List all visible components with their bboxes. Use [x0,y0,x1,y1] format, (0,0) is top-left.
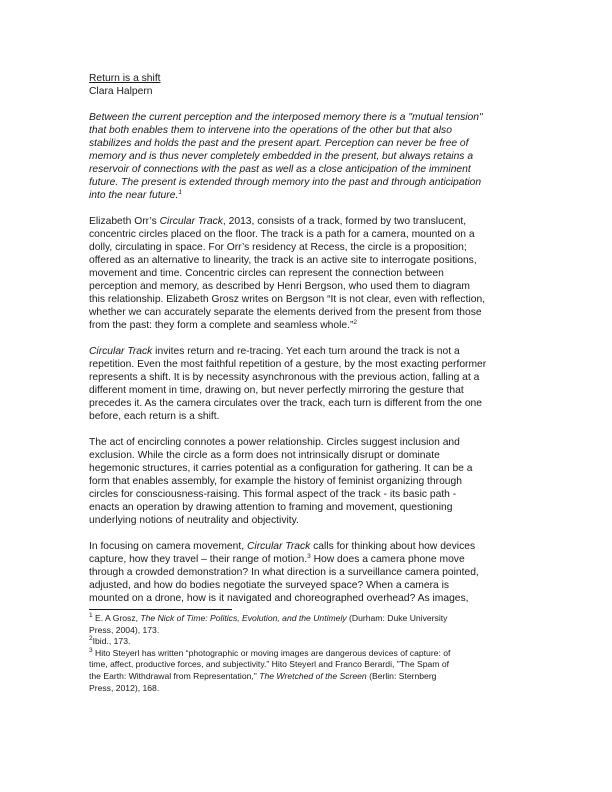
epigraph-line: Between the current perception and the interposed memory there is a "mutual tension" [89,112,483,123]
paragraph-line: dolly, circulating in space. For Orr’s residency at Recess, the circle is a proposition; [89,242,467,253]
footnote-ref-2[interactable]: 2 [353,319,358,326]
paragraph-1 [89,215,529,332]
paragraph-line: different moment in time, drawing on, but never perfectly mirroring the gesture that [89,385,464,396]
document-title: Return is a shift [89,73,161,84]
paragraph-line [89,215,529,228]
text-run: Hito Steyerl has written “photographic or moving images are dangerous devices of capture: of [92,647,451,658]
footnote-3-cont: Press, 2012), 168. [89,682,160,693]
paragraph-line: precedes it. As the camera circulates over the track, each turn is different from the one [89,398,483,409]
epigraph-line: stabilizes and holds the past and the present apart. Perception can never be free of [89,138,469,149]
text-run: the Earth: Withdrawal from Representation," [89,670,260,681]
paragraph-line [89,540,529,553]
epigraph-text: into the near future. [89,190,179,201]
footnote-3 [89,648,529,660]
footnote-ref-1[interactable]: 1 [178,189,182,196]
text-run: In focusing on camera movement, [89,541,247,552]
text-run: , 2013, consists of a track, formed by two translucent, [222,216,467,227]
paragraph-line: before, each return is a shift. [89,411,220,422]
document-header [89,72,529,98]
text-run: from the past: they form a complete and seamless whole.” [89,320,354,331]
footnote-ref-3[interactable]: 3 [307,553,311,560]
epigraph-line: memory and is thus never completely embedded in the present, but always retains a [89,151,474,162]
paragraph-line: this relationship. Elizabeth Grosz writes on Bergson “It is not clear, even with reflection, [89,294,486,305]
text-run: Ibid., 173. [92,636,131,647]
footnote-1 [89,613,529,625]
epigraph-line: future. The present is extended through memory into the past and through anticipation [89,177,482,188]
paragraph-line [89,345,529,358]
paragraph-line: The act of encircling connotes a power relationship. Circles suggest inclusion and [89,437,460,448]
text-run: invites return and re-tracing. Yet each turn around the track is not a [152,346,460,357]
text-run: E. A Grosz, [92,613,141,623]
paragraph-line: offered as an alternative to linearity, the track is an active site to interrogate positions, [89,255,477,266]
epigraph-line: that both enables them to intervene into the operations of the other but that also [89,125,452,136]
artwork-title: Circular Track [159,216,223,227]
footnote-marker: 3 [89,646,93,654]
paragraph-4 [89,540,529,605]
paragraph-line: whether we can accurately separate the elements derived from the present from those [89,307,482,318]
paragraph-line: repetition. Even the most faithful repetition of a gesture, by the most exacting performer [89,359,487,370]
paragraph-line: perception and memory, as described by Henri Bergson, who used them to diagram [89,281,470,292]
paragraph-line: movement and time. Concentric circles can represent the connection between [89,268,444,279]
footnote-3-cont [89,671,529,683]
artwork-title: Circular Track [246,541,311,552]
paragraph-line: hegemonic structures, it carries potential as a configuration for gathering. It can be a [89,463,473,474]
text-run: calls for thinking about how devices [310,541,476,552]
footnote-divider [89,609,232,610]
text-run: (Durham: Duke University [346,613,448,623]
document-page [89,72,529,694]
footnote-2 [89,636,529,648]
text-run: capture, how they travel – their range of motion. [89,554,308,565]
footnotes [89,613,529,694]
paragraph-line: adjusted, and how do bodies negotiate the surveyed space? When a camera is [89,580,450,591]
epigraph-line: reservoir of connections with the past as well as a close anticipation of the imminent [89,164,471,175]
book-title: The Wretched of the Screen [259,670,367,681]
paragraph-line: form that enables assembly, for example the history of feminist organizing through [89,476,462,487]
paragraph-line: through a crowded demonstration? In what direction is a surveillance camera pointed, [89,567,479,578]
footnote-marker: 2 [89,635,93,643]
paragraph-3 [89,436,529,527]
book-title: The Nick of Time: Politics, Evolution, and the Untimely [140,613,347,623]
footnote-marker: 1 [89,612,93,619]
document-author: Clara Halpern [89,86,153,97]
footnote-1-cont: Press, 2004), 173. [89,624,160,635]
footnote-3-cont: time, affect, productive forces, and subjectivity.” Hito Steyerl and Franco Berardi, "The Spam of [89,659,450,670]
epigraph-line [89,189,529,202]
text-run: Elizabeth Orr’s [89,216,160,227]
epigraph-quote [89,111,529,202]
paragraph-line: represents a shift. It is by necessity asynchronous with the previous action, falling at a [89,372,480,383]
paragraph-line: mounted on a drone, how is it navigated and choreographed overhead? As images, [89,593,469,604]
artwork-title: Circular Track [89,346,153,357]
paragraph-line: exclusion. While the circle as a form does not intrinsically disrupt or dominate [89,450,440,461]
paragraph-line: circles for consciousness-raising. This formal aspect of the track - its basic path - [89,489,457,500]
paragraph-line [89,319,529,332]
paragraph-line: enacts an operation by drawing attention to framing and movement, questioning [89,502,453,513]
text-run: How does a camera phone move [310,554,465,565]
paragraph-line [89,553,529,566]
paragraph-line: concentric circles placed on the floor. The track is a path for a camera, mounted on a [89,229,475,240]
text-run: (Berlin: Sternberg [366,670,437,681]
paragraph-line: underlying notions of neutrality and objectivity. [89,515,299,526]
paragraph-2 [89,345,529,423]
